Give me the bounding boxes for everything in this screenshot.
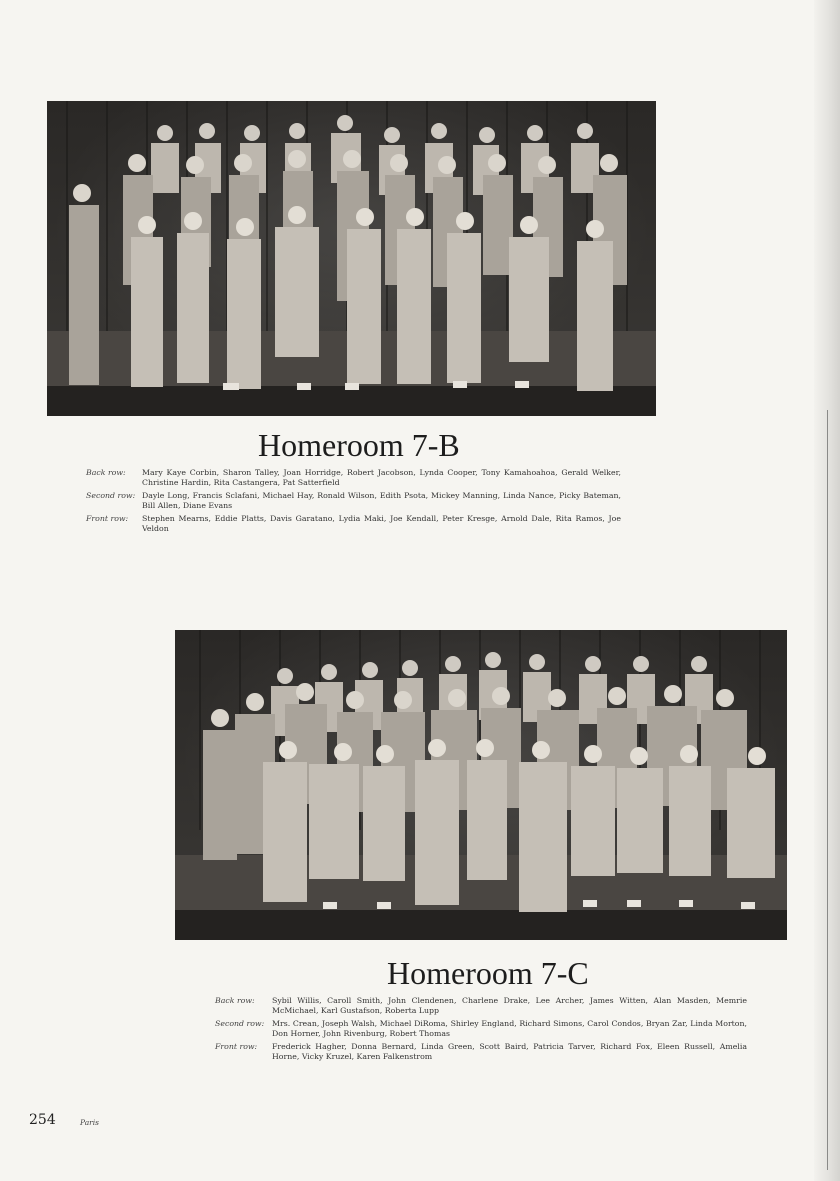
homeroom-7c-second-row	[215, 1019, 747, 1039]
gutter-rule	[827, 410, 828, 1170]
homeroom-7c-title: Homeroom 7-C	[387, 955, 589, 991]
row-label: Front row:	[86, 514, 129, 523]
homeroom-7c-back-row	[215, 996, 747, 1016]
class-photo-7b	[47, 101, 656, 416]
homeroom-7b-names	[86, 468, 621, 537]
row-names: Mrs. Crean, Joseph Walsh, Michael DiRoma, Shirley England, Richard Simons, Carol Condos, Bryan Zar, Linda Morton, Don Horner, John Rivenburg, Robert Thomas	[272, 1019, 747, 1038]
class-photo-7c	[175, 630, 787, 940]
homeroom-7b-title: Homeroom 7-B	[258, 427, 460, 463]
row-names: Stephen Mearns, Eddie Platts, Davis Garatano, Lydia Maki, Joe Kendall, Peter Kresge, Arnold Dale, Rita Ramos, Joe Veldon	[142, 514, 621, 533]
row-names: Dayle Long, Francis Sclafani, Michael Hay, Ronald Wilson, Edith Psota, Mickey Manning, Linda Nance, Picky Bateman, Bill Allen, Diane Evans	[142, 491, 621, 510]
row-names: Sybil Willis, Caroll Smith, John Clendenen, Charlene Drake, Lee Archer, James Witten, Alan Masden, Memrie McMichael, Karl Gustafson, Roberta Lupp	[272, 996, 747, 1015]
homeroom-7c-front-row	[215, 1042, 747, 1062]
homeroom-7b-second-row	[86, 491, 621, 511]
row-label: Second row:	[215, 1019, 265, 1028]
homeroom-7c-names	[215, 996, 747, 1065]
row-label: Second row:	[86, 491, 136, 500]
school-name: Paris	[80, 1118, 100, 1127]
row-names: Frederick Hagher, Donna Bernard, Linda Green, Scott Baird, Patricia Tarver, Richard Fox, Eleen Russell, Amelia Horne, Vicky Kruzel, Karen Falkenstrom	[272, 1042, 747, 1061]
row-label: Front row:	[215, 1042, 258, 1051]
homeroom-7b-back-row	[86, 468, 621, 488]
homeroom-7b-front-row	[86, 514, 621, 534]
row-label: Back row:	[215, 996, 255, 1005]
row-label: Back row:	[86, 468, 126, 477]
page-number: 254	[29, 1112, 56, 1128]
row-names: Mary Kaye Corbin, Sharon Talley, Joan Horridge, Robert Jacobson, Lynda Cooper, Tony Kamahoahoa, Gerald Welker, Christine Hardin, Rita Castangera, Pat Satterfield	[142, 468, 621, 487]
